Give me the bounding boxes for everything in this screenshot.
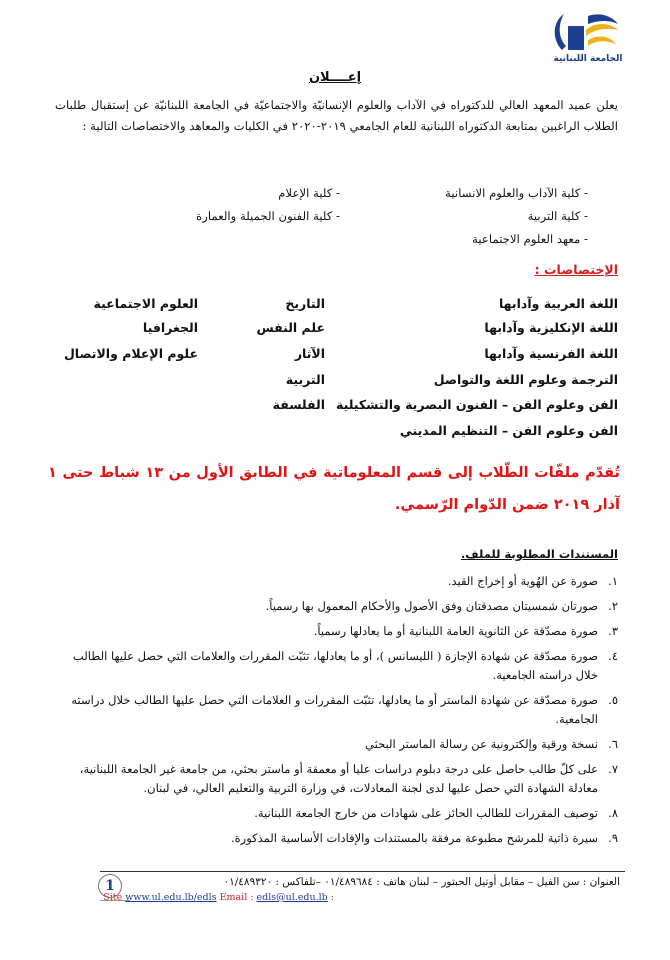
faculty-item: - كلية الفنون الجميلة والعمارة: [196, 209, 340, 223]
faculty-item: - كلية التربية: [527, 209, 588, 223]
list-item: [55, 760, 618, 798]
specializations-title: الإختصاصات :: [534, 262, 618, 277]
item-number: ٦.: [608, 737, 618, 751]
item-number: ٣.: [608, 624, 618, 638]
item-number: ٥.: [608, 693, 618, 707]
specialization-item: الآثار: [294, 346, 325, 361]
specialization-item: الترجمة وعلوم اللغة والتواصل: [433, 372, 618, 387]
item-text: نسخة ورقية وإلكترونية عن رسالة الماستر البحثي: [365, 737, 598, 751]
list-item: [55, 647, 618, 685]
item-text: سيرة ذاتية للمرشح مطبوعة مرفقة بالمستندات والإفادات الأساسية المذكورة.: [230, 831, 598, 845]
documents-title: المستندات المطلوبة للملف.: [460, 547, 618, 561]
submission-notice: تُقدّم ملفّات الطّلاب إلى قسم المعلوماتية في الطابق الأول من ١٣ شباط حتى ١ آذار ٢٠١٩ ضمن الدّوام الرّسمي.: [48, 465, 620, 513]
intro-paragraph: [55, 95, 618, 137]
specialization-item: علوم الإعلام والاتصال: [63, 346, 198, 361]
specialization-item: التربية: [285, 372, 325, 387]
documents-list: [55, 572, 618, 854]
site-link[interactable]: www.ul.edu.lb/edls: [125, 892, 217, 903]
list-item: [55, 572, 618, 591]
email-link[interactable]: edls@ul.edu.lb: [256, 892, 328, 903]
list-item: [55, 735, 618, 754]
item-text: توصيف المقررات للطالب الحائز على شهادات من خارج الجامعة اللبنانية.: [254, 806, 598, 820]
faculty-item: - معهد العلوم الاجتماعية: [472, 232, 588, 246]
lebanese-university-logo: [548, 10, 628, 78]
item-text: صورة عن الهُوية أو إخراج القيد.: [447, 574, 598, 588]
faculty-item: - كلية الآداب والعلوم الانسانية: [445, 186, 588, 200]
item-number: ٢.: [608, 599, 618, 613]
item-text: صورة مصدّقة عن شهادة الإجازة ( الليسانس )، أو ما يعادلها، تثبّت المقررات والعلامات التي حصل عليها الطالب خلال دراسته الجامعية.: [72, 649, 598, 682]
item-number: ٩.: [608, 831, 618, 845]
logo-text: الجامعة اللبنانية: [553, 54, 623, 64]
item-number: ٧.: [608, 762, 618, 776]
specialization-item: الجغرافيا: [142, 320, 198, 335]
specialization-item: اللغة العربية وآدابها: [498, 296, 618, 311]
item-number: ١.: [608, 574, 618, 588]
specialization-item: اللغة الإنكليزية وآدابها: [484, 320, 618, 335]
specialization-item: الفن وعلوم الفن – الفنون البصرية والتشكيلية: [336, 397, 618, 412]
faculties-list: [0, 180, 670, 250]
item-text: صورة مصدّقة عن شهادة الماستر أو ما يعادلها، تثبّت المقررات و العلامات التي حصل عليها الطالب خلال دراسته الجامعية.: [71, 693, 598, 726]
intro-text: يعلن عميد المعهد العالي للدكتوراه في الآداب والعلوم الإنسانيّة والاجتماعيّة في الجامعة اللبنانيّة عن إستقبال طلبات الطلاب الراغبين بمتابعة الدكتوراه اللبنانية للعام الجامعي ٢٠١٩-٢٠٢٠ في الكليات والمعاهد والاختصاصات التالية :: [55, 98, 618, 133]
list-item: [55, 804, 618, 823]
item-number: ٤.: [608, 649, 618, 663]
item-text: صورتان شمسيتان مصدقتان وفق الأصول والأحكام المعمول بها رسمياً.: [265, 599, 598, 613]
list-item: [55, 829, 618, 848]
footer-divider: [100, 871, 625, 872]
list-item: [55, 691, 618, 729]
item-text: صورة مصدّقة عن الثانوية العامة اللبنانية أو ما يعادلها رسمياً.: [313, 624, 598, 638]
specialization-item: الفلسفة: [272, 397, 325, 412]
specialization-item: الفن وعلوم الفن – التنظيم المديني: [399, 423, 618, 438]
list-item: [55, 597, 618, 616]
page-number-underline: [100, 900, 130, 901]
specialization-item: العلوم الاجتماعية: [93, 296, 198, 311]
site-label: Site: [103, 892, 123, 903]
email-label: Email :: [219, 892, 254, 903]
email-suffix: :: [330, 892, 334, 903]
footer-address: العنوان : سن الفيل – مقابل أوتيل الحبتور – لبنان هاتف : ٠١/٤٨٩٦٨٤ –تلفاكس : ٠١/٤٨٩٣٢٠: [223, 876, 620, 888]
specialization-item: التاريخ: [285, 296, 325, 311]
item-number: ٨.: [608, 806, 618, 820]
faculty-item: - كلية الإعلام: [278, 186, 340, 200]
specialization-item: علم النفس: [256, 320, 325, 335]
announcement-title: إعــــلان: [308, 70, 362, 85]
page-number: 1: [98, 874, 122, 898]
footer-contact: [103, 892, 334, 903]
item-text: على كلّ طالب حاصل على درجة دبلوم دراسات عليا أو معمقة أو ماستر بحثي، من جامعة غير الجامعة اللبنانية، معادلة الشهادة التي حصل عليها لدى لجنة المعادلات، في وزارة التربية والتعليم العالي، في لبنان.: [79, 762, 598, 795]
specialization-item: اللغة الفرنسية وآدابها: [484, 346, 618, 361]
list-item: [55, 622, 618, 641]
